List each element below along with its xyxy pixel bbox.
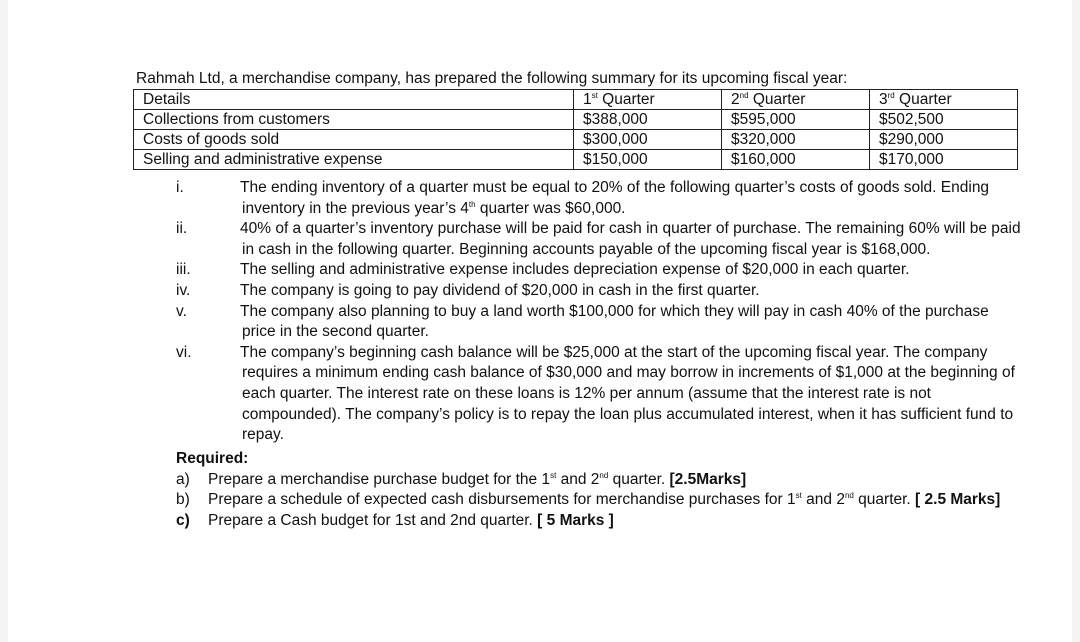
item-number: vi.	[176, 343, 192, 361]
required-title: Required:	[176, 450, 249, 467]
header-details: Details	[134, 90, 574, 110]
intro-text: Rahmah Ltd, a merchandise company, has prepared the following summary for its upcoming fiscal year:	[136, 70, 848, 87]
list-item	[136, 281, 996, 302]
document-page	[8, 0, 1072, 642]
row-label: Costs of goods sold	[134, 130, 574, 150]
item-number: iv.	[176, 281, 191, 299]
table-header-row	[134, 90, 1018, 110]
task-letter: c)	[176, 511, 190, 529]
cell-q1: $388,000	[574, 110, 722, 130]
header-q2: 2nd Quarter	[722, 90, 870, 110]
cell-q3: $502,500	[870, 110, 1018, 130]
header-q3: 3rd Quarter	[870, 90, 1018, 110]
table-row	[134, 150, 1018, 170]
task-letter: b)	[176, 491, 190, 508]
marks-label: [ 5 Marks ]	[537, 511, 614, 529]
cell-q1: $150,000	[574, 150, 722, 170]
required-section	[176, 449, 1000, 531]
item-line: inventory in the previous year’s 4th quarter was $60,000.	[242, 199, 626, 217]
table-row	[134, 130, 1018, 150]
item-line: The selling and administrative expense includes depreciation expense of $20,000 in each quarter.	[240, 261, 910, 279]
item-line: requires a minimum ending cash balance of $30,000 and may borrow in increments of $1,000 at the beginning of	[242, 364, 1015, 382]
summary-table	[133, 89, 1018, 170]
list-item	[136, 343, 1015, 446]
marks-label: [2.5Marks]	[669, 470, 747, 488]
item-number: iii.	[176, 261, 191, 279]
item-line: in cash in the following quarter. Beginning accounts payable of the upcoming fiscal year is $168,000.	[242, 240, 931, 258]
task-a: a) Prepare a merchandise purchase budget for the 1st and 2nd quarter. [2.5Marks]	[176, 470, 1000, 491]
item-line: The company is going to pay dividend of $20,000 in cash in the first quarter.	[240, 281, 760, 299]
cell-q2: $160,000	[722, 150, 870, 170]
item-line: The company also planning to buy a land worth $100,000 for which they will pay in cash 40% of the purchase	[240, 302, 989, 320]
task-b: b) Prepare a schedule of expected cash disbursements for merchandise purchases for 1st and 2nd quarter. [ 2.5 Marks]	[176, 490, 1000, 511]
item-line: repay.	[242, 426, 284, 444]
cell-q3: $170,000	[870, 150, 1018, 170]
row-label: Collections from customers	[134, 110, 574, 130]
item-line: 40% of a quarter’s inventory purchase will be paid for cash in quarter of purchase. The remaining 60% will be paid	[240, 220, 1021, 238]
header-q1: 1st Quarter	[574, 90, 722, 110]
list-item	[136, 219, 1021, 260]
assumption-list	[136, 178, 1021, 446]
row-label: Selling and administrative expense	[134, 150, 574, 170]
item-number: v.	[176, 302, 187, 320]
item-line: The company’s beginning cash balance will be $25,000 at the start of the upcoming fiscal year. The company	[240, 343, 988, 361]
item-line: The ending inventory of a quarter must be equal to 20% of the following quarter’s costs of goods sold. Ending	[240, 179, 990, 196]
item-line: compounded). The company’s policy is to repay the loan plus accumulated interest, when it has sufficient fund to	[242, 405, 1014, 423]
cell-q3: $290,000	[870, 130, 1018, 150]
task-c: c) Prepare a Cash budget for 1st and 2nd quarter. [ 5 Marks ]	[176, 511, 1000, 532]
list-item	[136, 260, 996, 281]
item-number: ii.	[176, 220, 188, 238]
cell-q2: $320,000	[722, 130, 870, 150]
cell-q1: $300,000	[574, 130, 722, 150]
task-letter: a)	[176, 470, 190, 488]
cell-q2: $595,000	[722, 110, 870, 130]
list-item	[136, 302, 996, 343]
list-item	[136, 178, 996, 219]
item-line: price in the second quarter.	[242, 323, 429, 341]
table-row	[134, 110, 1018, 130]
item-number: i.	[176, 179, 184, 196]
item-line: each quarter. The interest rate on these loans is 12% per annum (assume that the interest rate is not	[242, 384, 931, 402]
marks-label: [ 2.5 Marks]	[915, 491, 1001, 508]
